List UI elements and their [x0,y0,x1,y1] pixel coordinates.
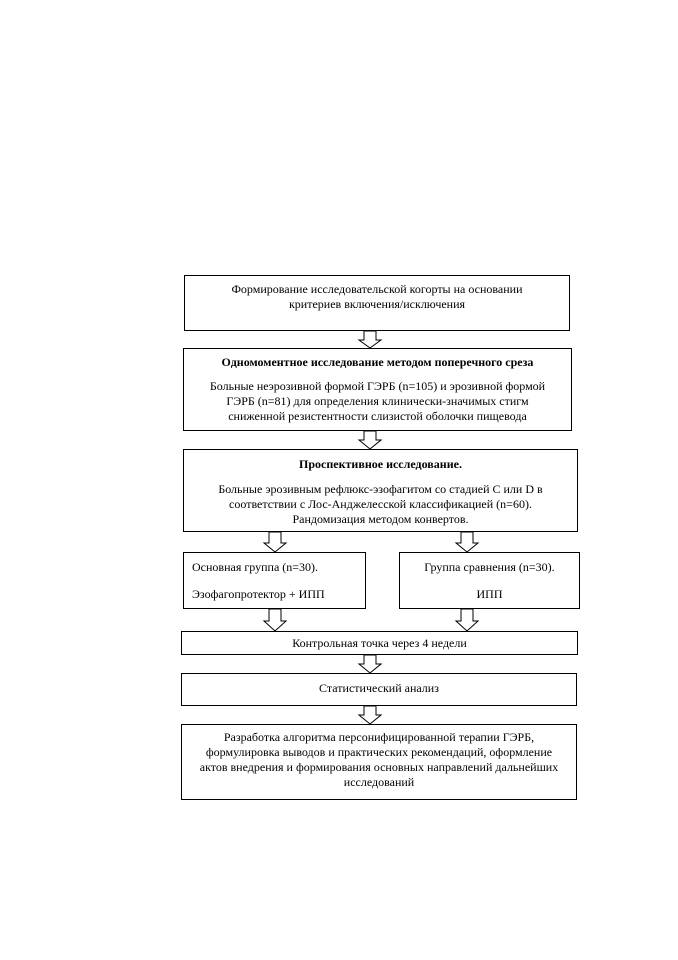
main-group-box [183,552,366,609]
arrow-statistics-final [359,706,381,724]
final-outcomes-box [181,724,577,800]
arrow-box1-box2 [359,331,381,348]
checkpoint-box [181,631,578,655]
cross-sectional-study-line3: сниженной резистентности слизистой оболочки пищевода [228,409,527,423]
cross-sectional-study-line1: Больные неэрозивной формой ГЭРБ (n=105) и эрозивной формой [209,379,546,393]
arrow-box2-box3 [359,431,381,449]
prospective-study-box [183,449,578,532]
cross-sectional-study-box [183,348,572,431]
prospective-study-title: Проспективное исследование. [299,457,462,471]
cohort-formation-box [184,275,570,331]
arrow-comparison-checkpoint [456,609,478,631]
comparison-group-treatment: ИПП [476,587,503,601]
checkpoint-label: Контрольная точка через 4 недели [292,636,467,650]
cohort-formation-line1: Формирование исследовательской когорты на основании [231,282,523,296]
comparison-group-title: Группа сравнения (n=30). [424,560,555,574]
final-outcomes-line1: Разработка алгоритма персонифицированной терапии ГЭРБ, [223,730,535,744]
arrow-checkpoint-statistics [359,655,381,673]
prospective-study-line1: Больные эрозивным рефлюкс-эзофагитом со стадией С или D в [218,482,543,496]
arrow-box3-main [264,532,286,552]
comparison-group-box [399,552,580,609]
main-group-title: Основная группа (n=30). [192,560,319,574]
prospective-study-line2: соответствии с Лос-Анджелесской классификацией (n=60). [229,497,532,511]
final-outcomes-line3: актов внедрения и формирования основных направлений дальнейших [199,760,559,774]
cross-sectional-study-title: Одномоментное исследование методом поперечного среза [221,355,534,369]
arrow-box3-comparison [456,532,478,552]
cross-sectional-study-line2: ГЭРБ (n=81) для определения клинически-значимых стигм [226,394,529,408]
final-outcomes-line2: формулировка выводов и практических рекомендаций, оформление [205,745,553,759]
final-outcomes-line4: исследований [343,775,415,789]
arrow-main-checkpoint [264,609,286,631]
statistics-box [181,673,577,706]
main-group-treatment: Эзофагопротектор + ИПП [192,587,325,601]
prospective-study-line3: Рандомизация методом конвертов. [292,512,469,526]
cohort-formation-line2: критериев включения/исключения [288,297,466,311]
statistics-label: Статистический анализ [319,681,439,695]
